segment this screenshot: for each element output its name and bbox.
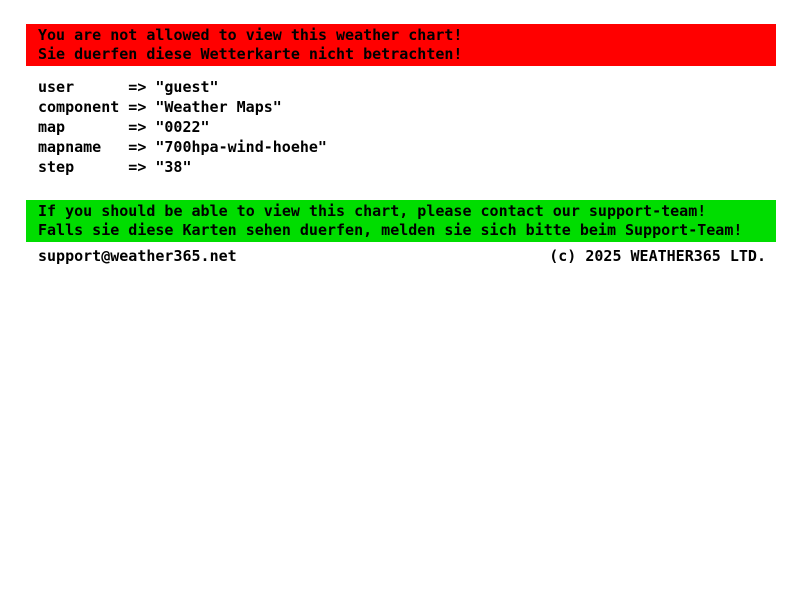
- error-banner-line-de: Sie duerfen diese Wetterkarte nicht betrachten!: [38, 45, 463, 63]
- detail-value: "guest": [155, 78, 219, 96]
- support-banner-line-en: If you should be able to view this chart, please contact our support-team!: [38, 202, 707, 220]
- detail-value: "700hpa-wind-hoehe": [155, 138, 327, 156]
- arrow-symbol: =>: [128, 98, 147, 116]
- detail-key: mapname: [38, 138, 102, 156]
- arrow-symbol: =>: [128, 138, 147, 156]
- detail-row: [38, 77, 327, 97]
- detail-row: [38, 137, 327, 157]
- error-banner: [26, 24, 776, 66]
- support-email: support@weather365.net: [38, 247, 237, 265]
- detail-key: user: [38, 78, 75, 96]
- footer: [26, 246, 776, 266]
- detail-value: "Weather Maps": [155, 98, 282, 116]
- error-banner-line-en: You are not allowed to view this weather chart!: [38, 26, 463, 44]
- detail-key: step: [38, 158, 75, 176]
- support-banner: [26, 200, 776, 242]
- arrow-symbol: =>: [128, 118, 147, 136]
- copyright-text: (c) 2025 WEATHER365 LTD.: [549, 247, 766, 265]
- detail-row: [38, 97, 327, 117]
- arrow-symbol: =>: [128, 78, 147, 96]
- detail-key: map: [38, 118, 66, 136]
- detail-value: "0022": [155, 118, 210, 136]
- detail-key: component: [38, 98, 120, 116]
- arrow-symbol: =>: [128, 158, 147, 176]
- detail-row: [38, 157, 327, 177]
- request-details: [38, 77, 327, 177]
- support-banner-line-de: Falls sie diese Karten sehen duerfen, melden sie sich bitte beim Support-Team!: [38, 221, 743, 239]
- detail-row: [38, 117, 327, 137]
- detail-value: "38": [155, 158, 192, 176]
